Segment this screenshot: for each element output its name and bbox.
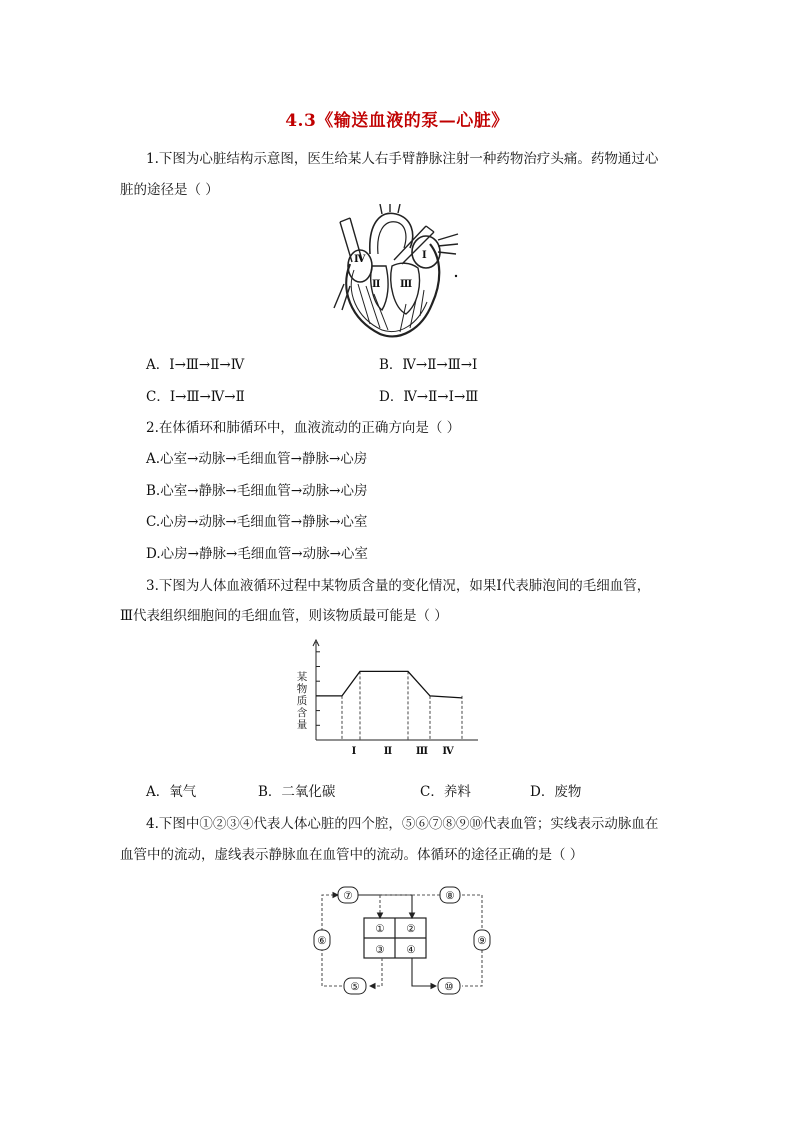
q2-option-a: A.心室→动脉→毛细血管→静脉→心房 — [146, 451, 368, 467]
y-axis-label-char: 量 — [296, 719, 308, 731]
substance-chart — [296, 636, 486, 760]
q1-stem-line1: 1.下图为心脏结构示意图，医生给某人右手臂静脉注射一种药物治疗头痛。药物通过心 — [146, 151, 659, 167]
x-tick-label: Ⅰ — [351, 746, 357, 757]
q3-stem-line1: 3.下图为人体血液循环过程中某物质含量的变化情况，如果Ⅰ代表肺泡间的毛细血管， — [146, 578, 651, 594]
q3-stem-line2: Ⅲ代表组织细胞间的毛细血管，则该物质最可能是（ ） — [120, 608, 448, 624]
q3-option-c: C．养料 — [420, 784, 471, 800]
y-axis-label-char: 质 — [296, 695, 308, 707]
q3-option-a: A．氧气 — [146, 784, 197, 800]
heart-label-2: Ⅱ — [372, 279, 381, 290]
q2-option-d: D.心房→静脉→毛细血管→动脉→心室 — [146, 546, 368, 562]
chamber-3: ③ — [375, 944, 385, 956]
heart-label-1: Ⅰ — [422, 250, 427, 261]
vessel-6: ⑥ — [317, 935, 327, 947]
heart-label-3: Ⅲ — [400, 279, 413, 290]
circulation-diagram — [302, 872, 492, 1006]
q2-stem: 2.在体循环和肺循环中，血液流动的正确方向是（ ） — [146, 420, 461, 436]
y-axis-label-char: 物 — [296, 683, 308, 695]
q3-option-d: D．废物 — [530, 784, 582, 800]
y-axis-label-char: 含 — [296, 707, 308, 719]
q4-stem-line1: 4.下图中①②③④代表人体心脏的四个腔，⑤⑥⑦⑧⑨⑩代表血管；实线表示动脉血在 — [146, 816, 659, 832]
x-tick-label: Ⅲ — [415, 746, 429, 757]
q2-option-c: C.心房→动脉→毛细血管→静脉→心室 — [146, 514, 368, 530]
x-tick-label: Ⅳ — [442, 746, 454, 757]
series-line — [316, 671, 462, 698]
heart-label-4: Ⅳ — [354, 254, 366, 265]
q4-stem-line2: 血管中的流动，虚线表示静脉血在血管中的流动。体循环的途径正确的是（ ） — [120, 847, 584, 863]
q1-option-d: D．Ⅳ→Ⅱ→Ⅰ→Ⅲ — [379, 389, 479, 405]
page-title: 4.3《输送血液的泵—心脏》 — [285, 111, 509, 131]
q3-option-b: B．二氧化碳 — [258, 784, 336, 800]
vessel-5: ⑤ — [350, 981, 360, 993]
chamber-1: ① — [375, 923, 385, 935]
vessel-10: ⑩ — [444, 981, 454, 993]
vessel-8: ⑧ — [445, 890, 455, 902]
vessel-9: ⑨ — [477, 935, 487, 947]
q2-option-b: B.心室→静脉→毛细血管→动脉→心房 — [146, 483, 368, 499]
q1-option-a: A．Ⅰ→Ⅲ→Ⅱ→Ⅳ — [146, 357, 245, 373]
x-tick-label: Ⅱ — [383, 746, 393, 757]
q1-stem-line2: 脏的途径是（ ） — [120, 182, 219, 198]
q1-option-b: B．Ⅳ→Ⅱ→Ⅲ→Ⅰ — [379, 357, 478, 373]
chamber-2: ② — [406, 923, 416, 935]
chamber-4: ④ — [406, 944, 416, 956]
vessel-7: ⑦ — [343, 890, 353, 902]
heart-diagram — [330, 204, 465, 344]
y-axis-label-char: 某 — [296, 671, 308, 683]
q1-option-c: C．Ⅰ→Ⅲ→Ⅳ→Ⅱ — [146, 389, 245, 405]
